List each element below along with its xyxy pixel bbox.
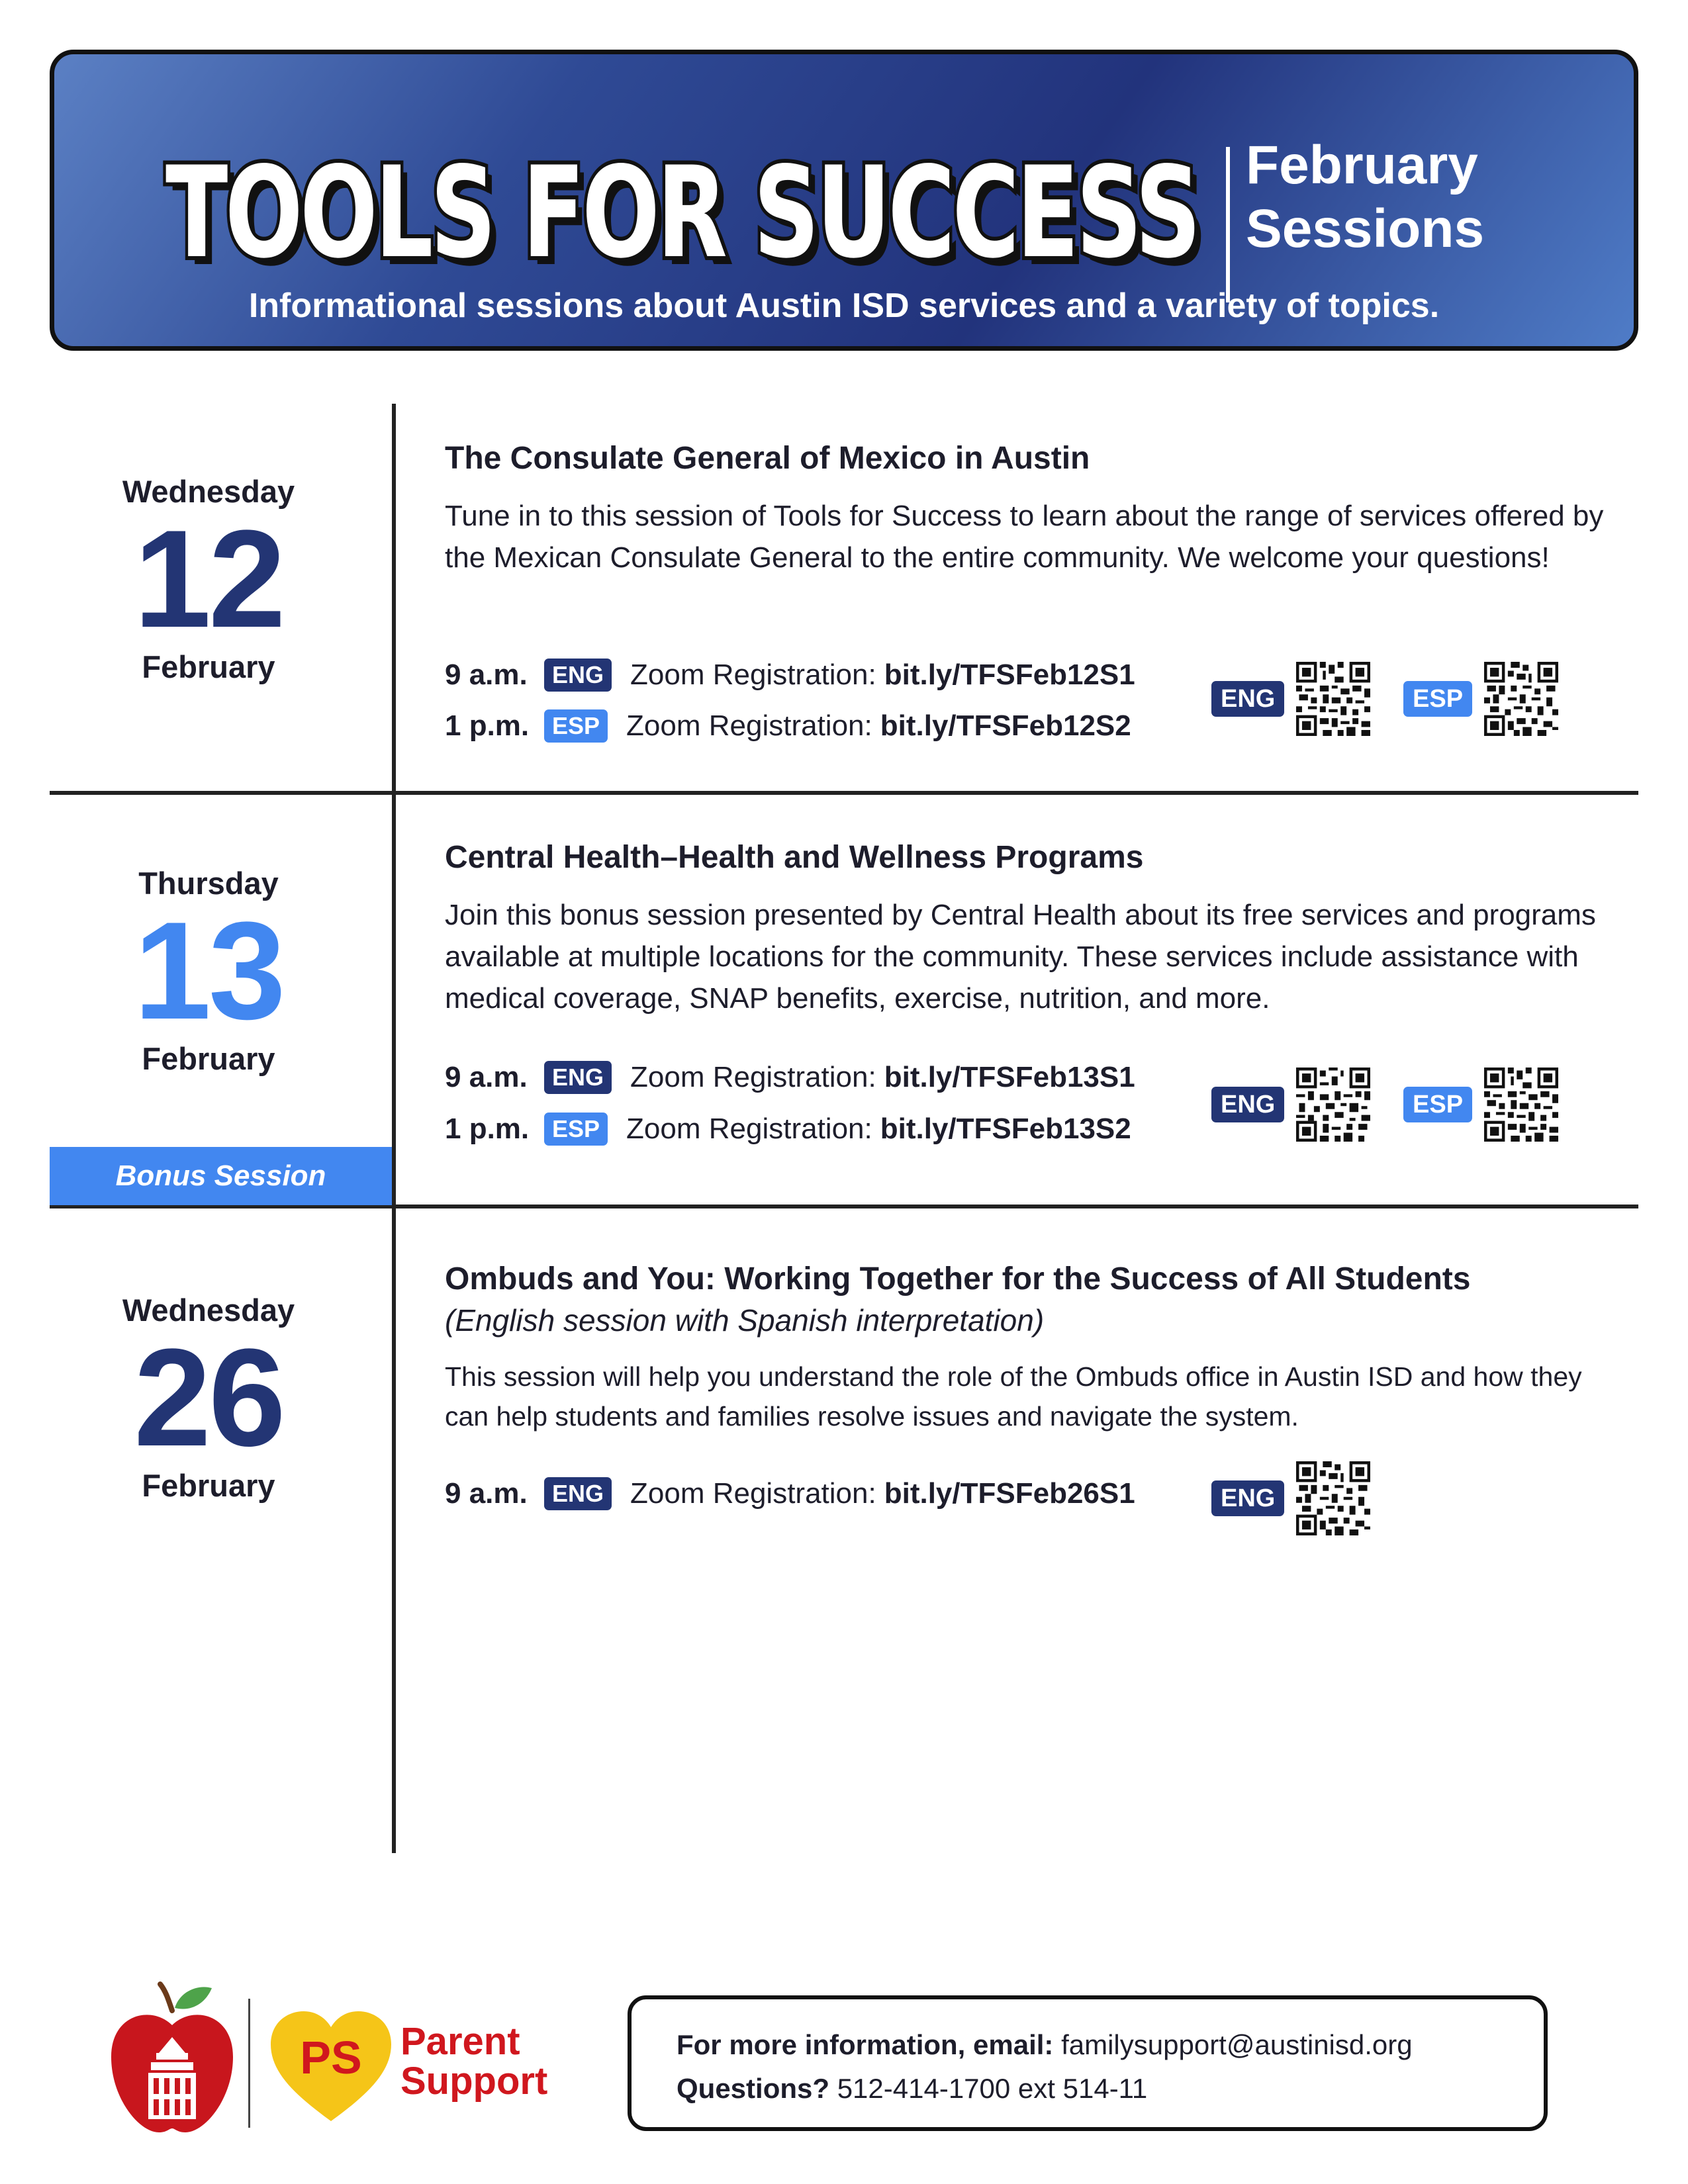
session-time: 9 a.m.: [445, 1477, 528, 1510]
session-2-content: [445, 839, 1610, 1019]
session-1-date: [53, 473, 364, 685]
month: February: [142, 1041, 275, 1076]
phone-label: Questions?: [677, 2073, 830, 2104]
session-1-qr-eng[interactable]: [1211, 662, 1370, 736]
qr-label-esp: ESP: [1403, 1087, 1472, 1122]
ps-line-2: Support: [400, 2060, 548, 2103]
session-2-time-row-2: [445, 1113, 1131, 1146]
session-2-time-row-1: [445, 1061, 1135, 1094]
session-2-qr-eng[interactable]: [1211, 1068, 1370, 1142]
zoom-label: Zoom Registration:: [630, 659, 876, 691]
day-number: 26: [134, 1320, 283, 1475]
zoom-link[interactable]: bit.ly/TFSFeb13S1: [884, 1061, 1135, 1093]
session-time: 9 a.m.: [445, 1061, 528, 1093]
qr-label-eng: ENG: [1211, 1087, 1284, 1122]
month: February: [142, 649, 275, 684]
session-title: Ombuds and You: Working Together for the Success of All Students: [445, 1261, 1471, 1297]
session-1-time-row-2: [445, 709, 1131, 743]
header-sessions: Sessions: [1246, 199, 1485, 259]
session-title: The Consulate General of Mexico in Austin: [445, 441, 1090, 476]
zoom-link[interactable]: bit.ly/TFSFeb12S2: [880, 709, 1131, 742]
day-number: 12: [134, 501, 283, 657]
session-description: This session will help you understand the role of the Ombuds office in Austin ISD and how they can help students and families resolve issues and navigate the system.: [445, 1361, 1582, 1432]
weekday: Wednesday: [122, 1293, 295, 1328]
email-address[interactable]: familysupport@austinisd.org: [1061, 2029, 1413, 2060]
zoom-label: Zoom Registration:: [626, 709, 872, 742]
qr-label-eng: ENG: [1211, 681, 1284, 717]
title-divider: [1226, 147, 1230, 302]
session-1-content: [445, 440, 1610, 578]
day-number: 13: [134, 893, 283, 1048]
email-line: [677, 2023, 1544, 2067]
email-label: For more information, email:: [677, 2029, 1054, 2060]
session-3-date: [53, 1292, 364, 1504]
tools-for-success-logo: [154, 111, 1219, 309]
qr-code-icon[interactable]: [1296, 662, 1370, 736]
zoom-link[interactable]: bit.ly/TFSFeb26S1: [884, 1477, 1135, 1510]
session-2-qr-esp[interactable]: [1403, 1068, 1558, 1142]
bonus-session-tag: Bonus Session: [50, 1147, 392, 1205]
ps-line-1: Parent: [400, 2020, 520, 2063]
zoom-label: Zoom Registration:: [630, 1061, 876, 1093]
session-time: 1 p.m.: [445, 709, 530, 742]
header-month: February: [1246, 135, 1478, 195]
zoom-label: Zoom Registration:: [630, 1477, 876, 1510]
logo-main-text: TOOLS FOR SUCCESS: [165, 140, 1198, 286]
session-description: Tune in to this session of Tools for Success to learn about the range of services offered by the Mexican Consulate General to the entire community. We welcome your questions!: [445, 500, 1604, 574]
phone-line: [677, 2067, 1544, 2111]
header-subtitle: Informational sessions about Austin ISD services and a variety of topics.: [248, 287, 1440, 325]
zoom-label: Zoom Registration:: [626, 1113, 872, 1145]
session-subtitle: (English session with Spanish interpretation): [445, 1303, 1045, 1338]
session-time: 1 p.m.: [445, 1113, 530, 1145]
zoom-link[interactable]: bit.ly/TFSFeb12S1: [884, 659, 1135, 691]
lang-badge-eng: ENG: [544, 1061, 612, 1094]
austin-isd-apple-logo: [106, 1979, 238, 2138]
vertical-divider: [392, 404, 396, 1853]
lang-badge-eng: ENG: [544, 659, 612, 692]
header-banner: [50, 50, 1638, 351]
month: February: [142, 1468, 275, 1503]
session-2-date: [53, 865, 364, 1077]
qr-code-icon[interactable]: [1296, 1461, 1370, 1535]
session-3-time-row-1: [445, 1477, 1135, 1510]
zoom-link[interactable]: bit.ly/TFSFeb13S2: [880, 1113, 1131, 1145]
qr-label-esp: ESP: [1403, 681, 1472, 717]
qr-code-icon[interactable]: [1296, 1068, 1370, 1142]
qr-code-icon[interactable]: [1484, 662, 1558, 736]
lang-badge-esp: ESP: [544, 709, 608, 743]
session-1-time-row-1: [445, 659, 1135, 692]
logo-shadow-text: TOOLS FOR SUCCESS: [172, 148, 1205, 294]
phone-number[interactable]: 512-414-1700 ext 514-11: [837, 2073, 1148, 2104]
logo-wordmark: [154, 111, 1219, 309]
session-time: 9 a.m.: [445, 659, 528, 691]
session-title: Central Health–Health and Wellness Programs: [445, 840, 1144, 875]
contact-info-box: [628, 1995, 1548, 2131]
parent-support-heart-logo: [268, 2009, 394, 2124]
session-3-content: [445, 1261, 1610, 1436]
qr-code-icon[interactable]: [1484, 1068, 1558, 1142]
session-description: Join this bonus session presented by Central Health about its free services and programs available at multiple locations for the community. These services include assistance with medical coverage, SNAP benefits, exercise, nutrition, and more.: [445, 899, 1596, 1015]
header-title-side: [1246, 134, 1484, 261]
row-divider-1: [50, 791, 1638, 795]
weekday: Wednesday: [122, 474, 295, 509]
footer-logo-divider: [248, 1999, 250, 2128]
lang-badge-esp: ESP: [544, 1113, 608, 1146]
ps-badge-text: PS: [300, 2032, 362, 2083]
parent-support-wordmark: [400, 2022, 547, 2101]
session-1-qr-esp[interactable]: [1403, 662, 1558, 736]
qr-label-eng: ENG: [1211, 1480, 1284, 1516]
lang-badge-eng: ENG: [544, 1477, 612, 1510]
session-3-qr-eng[interactable]: [1211, 1461, 1370, 1535]
weekday: Thursday: [138, 866, 279, 901]
